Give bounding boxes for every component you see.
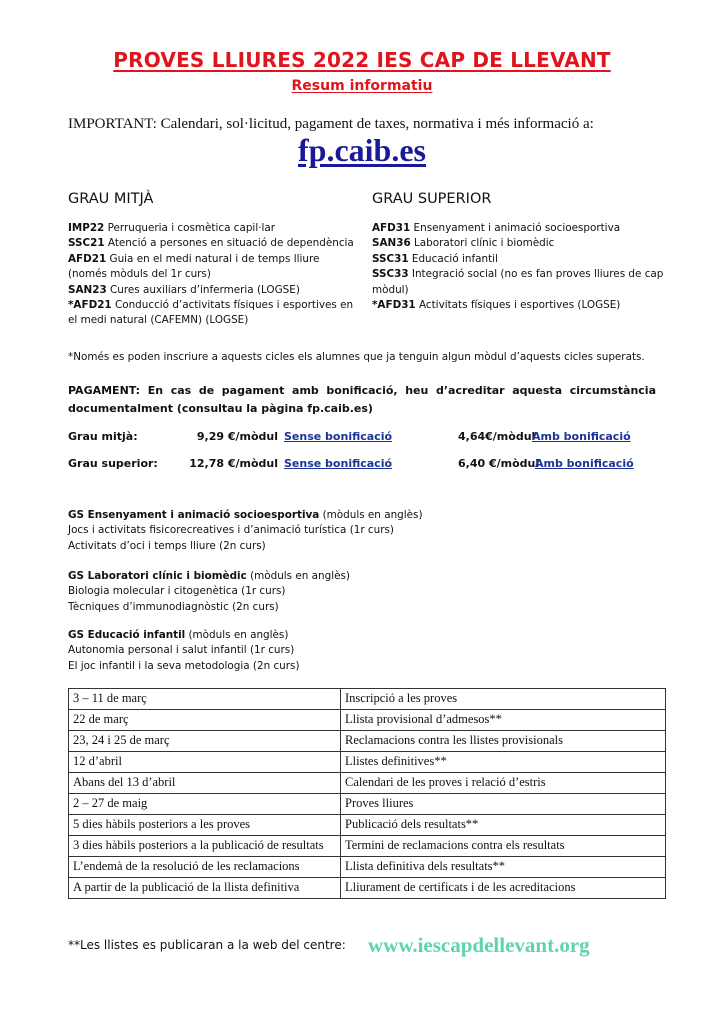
price-label: Grau mitjà: [68,430,138,443]
table-row: 3 – 11 de març Inscripció a les proves [69,689,666,710]
price-label: Grau superior: [68,457,158,470]
pagament-text: PAGAMENT: En cas de pagament amb bonificació, heu d’acreditar aquesta circumstància documentalment (consultau la pàgina fp.caib.es) [68,384,656,415]
table-row: 5 dies hàbils posteriors a les proves Publicació dels resultats** [69,815,666,836]
page-title: PROVES LLIURES 2022 IES CAP DE LLEVANT [113,48,611,72]
gs-group: GS Educació infantil (mòduls en anglès) Autonomia personal i salut infantil (1r curs) El joc infantil i la seva metodologia (2n curs) [68,629,300,672]
grau-superior-column [372,190,672,313]
grau-mitja-heading: GRAU MITJÀ [68,191,154,207]
price-value: 9,29 €/mòdul [196,430,278,443]
price-value-bonificat: 4,64€/mòdul [458,430,536,443]
cycle-item: *AFD21 Conducció d’activitats físiques i esportives en el medi natural (CAFEMN) (LOGSE) [68,299,354,327]
fp-caib-link[interactable]: fp.caib.es [298,132,426,168]
gs-group: GS Ensenyament i animació socioesportiva (mòduls en anglès) Jocs i activitats fisicorecreatives i d’animació turística (1r curs) Activitats d’oci i temps lliure (2n curs) [68,509,423,552]
cycle-item: AFD31 Ensenyament i animació socioesportiva [372,222,621,234]
grau-superior-heading: GRAU SUPERIOR [372,191,492,207]
table-row: A partir de la publicació de la llista definitiva Lliurament de certificats i de les acreditacions [69,878,666,899]
table-row: 12 d’abril Llistes definitives** [69,752,666,773]
cycle-item: AFD21 Guia en el medi natural i de temps lliure (només mòduls del 1r curs) [68,252,320,281]
cycle-item: SAN23 Cures auxiliars d’infermeria (LOGSE) [68,283,300,296]
table-row: 2 – 27 de maig Proves lliures [69,794,666,815]
amb-bonificacio-link[interactable]: Amb bonificació [532,430,631,443]
table-row: L’endemà de la resolució de les reclamacions Llista definitiva dels resultats** [69,857,666,878]
footnote: *Només es poden inscriure a aquests cicles els alumnes que ja tenguin algun mòdul d’aquests cicles superats. [68,351,645,363]
gs-group: GS Laboratori clínic i biomèdic (mòduls en anglès) Biologia molecular i citogenètica (1r curs) Tècniques d’immunodiagnòstic (2n curs) [68,570,350,613]
page-subtitle: Resum informatiu [291,78,433,94]
cycle-item: SSC33 Integració social (no es fan proves lliures de cap mòdul) [372,268,664,296]
cycle-item: SSC31 Educació infantil [372,252,498,265]
cycle-item: SSC21 Atenció a persones en situació de dependència [68,237,354,250]
table-row: 3 dies hàbils posteriors a la publicació de resultats Termini de reclamacions contra els resultats [69,836,666,857]
footer-text: **Les llistes es publicaran a la web del centre: [68,938,346,952]
calendar-table [68,688,666,899]
important-text: IMPORTANT: Calendari, sol·licitud, pagament de taxes, normativa i més informació a: [68,116,594,132]
cycle-item: SAN36 Laboratori clínic i biomèdic [372,237,555,250]
cycle-item: *AFD31 Activitats físiques i esportives (LOGSE) [372,299,621,312]
cycle-item: IMP22 Perruqueria i cosmètica capil·lar [68,222,276,234]
school-website-link[interactable]: www.iescapdellevant.org [368,933,590,957]
grau-mitja-column [68,190,358,329]
table-row: 23, 24 i 25 de març Reclamacions contra les llistes provisionals [69,731,666,752]
price-value: 12,78 €/mòdul [189,457,278,470]
price-value-bonificat: 6,40 €/mòdul [458,457,540,470]
table-row: 22 de març Llista provisional d’admesos** [69,710,666,731]
table-row: Abans del 13 d’abril Calendari de les proves i relació d’estris [69,773,666,794]
amb-bonificacio-link[interactable]: Amb bonificació [535,457,634,470]
sense-bonificacio-link[interactable]: Sense bonificació [284,457,393,470]
sense-bonificacio-link[interactable]: Sense bonificació [284,430,393,443]
